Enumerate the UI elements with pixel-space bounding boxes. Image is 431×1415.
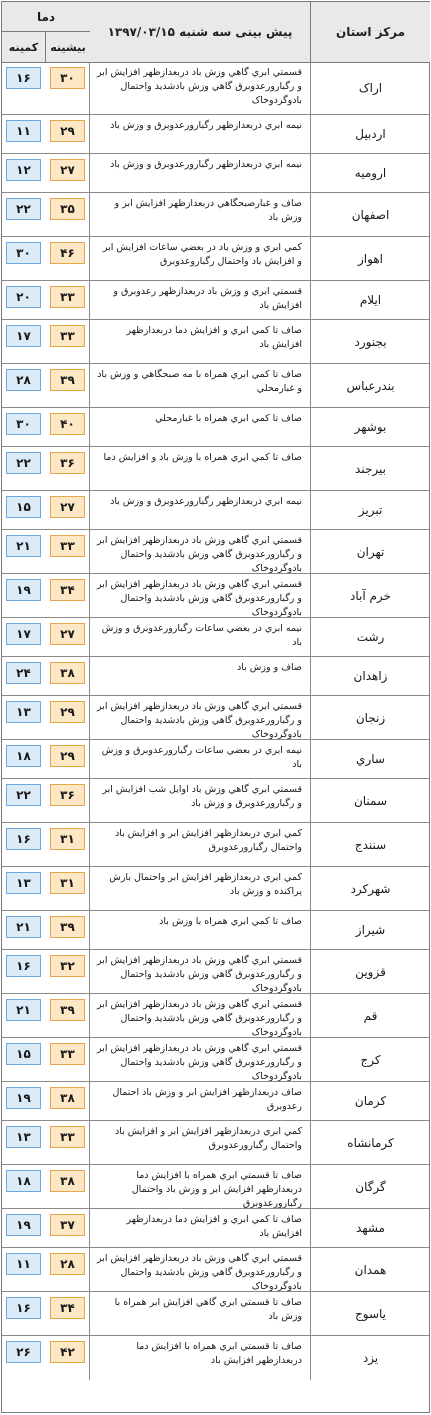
max-temp-value: ۳۳ bbox=[50, 535, 85, 557]
max-temp-value: ۳۶ bbox=[50, 452, 85, 474]
min-temp-value: ۱۸ bbox=[6, 1170, 41, 1192]
province-center-name: اروميه bbox=[354, 166, 387, 180]
max-temp-value: ۳۶ bbox=[50, 784, 85, 806]
table-row bbox=[2, 740, 429, 779]
min-temp-value: ۱۵ bbox=[6, 496, 41, 518]
max-temp-value: ۴۲ bbox=[50, 1341, 85, 1363]
table-row bbox=[2, 1165, 429, 1209]
min-temp-value: ۲۰ bbox=[6, 286, 41, 308]
max-temp-cell bbox=[46, 911, 90, 949]
min-temp-cell bbox=[2, 1082, 46, 1120]
province-center-name: تهران bbox=[356, 544, 385, 559]
province-center-name: بجنورد bbox=[354, 334, 387, 349]
max-temp-cell bbox=[46, 950, 90, 993]
max-temp-cell bbox=[46, 364, 90, 407]
min-temp-cell bbox=[2, 447, 46, 490]
province-center-name: قزوين bbox=[355, 964, 386, 979]
min-temp-value: ۲۲ bbox=[6, 784, 41, 806]
max-temp-value: ۳۱ bbox=[50, 872, 85, 894]
min-temp-cell bbox=[2, 1165, 46, 1208]
province-center-name: تبريز bbox=[358, 503, 383, 517]
min-temp-cell bbox=[2, 1121, 46, 1164]
province-center-name: سمنان bbox=[353, 793, 388, 808]
max-temp-value: ۳۴ bbox=[50, 579, 85, 601]
forecast-description: قسمتي ابري گاهي وزش باد دربعدازظهر افزايش ابر و رگبارورعدوبرق گاهي وزش بادشديد واحتمال بادوگردوخاک bbox=[90, 574, 311, 617]
table-row bbox=[2, 657, 429, 696]
min-temp-value: ۱۶ bbox=[6, 1297, 41, 1319]
min-temp-cell bbox=[2, 408, 46, 446]
min-temp-value: ۱۱ bbox=[6, 1253, 41, 1275]
forecast-description: قسمتي ابري گاهي وزش باد دربعدازظهر افزايش ابر و رگبارورعدوبرق گاهي وزش بادشديد واحتمال بادوگردوخاک bbox=[90, 62, 311, 114]
min-temp-value: ۳۰ bbox=[6, 413, 41, 435]
table-header bbox=[2, 2, 429, 63]
province-center-name: قم bbox=[363, 1008, 378, 1023]
min-temp-cell bbox=[2, 281, 46, 319]
forecast-description: نيمه ابري دربعدازظهر رگبارورعدوبرق و وزش باد bbox=[90, 115, 311, 153]
max-temp-value: ۳۳ bbox=[50, 286, 85, 308]
min-temp-value: ۲۱ bbox=[6, 999, 41, 1021]
max-temp-value: ۲۹ bbox=[50, 701, 85, 723]
max-temp-value: ۳۳ bbox=[50, 1043, 85, 1065]
table-row bbox=[2, 1292, 429, 1336]
max-temp-cell bbox=[46, 281, 90, 319]
forecast-description: صاف تا قسمتي ابري همراه با افزايش دما دربعدازظهر افزايش باد bbox=[90, 1336, 311, 1380]
max-temp-cell bbox=[46, 408, 90, 446]
min-temp-cell bbox=[2, 115, 46, 153]
table-row bbox=[2, 237, 429, 281]
table-row bbox=[2, 823, 429, 867]
table-row bbox=[2, 320, 429, 364]
table-row bbox=[2, 779, 429, 823]
max-temp-value: ۳۳ bbox=[50, 1126, 85, 1148]
province-center-name: کرج bbox=[360, 1052, 381, 1067]
table-row bbox=[2, 950, 429, 994]
min-temp-cell bbox=[2, 1248, 46, 1291]
min-temp-header: کمینه bbox=[2, 32, 46, 62]
forecast-description: صاف و وزش باد bbox=[90, 657, 311, 695]
min-temp-cell bbox=[2, 1336, 46, 1380]
min-temp-value: ۱۳ bbox=[6, 701, 41, 723]
province-center-name: بيرجند bbox=[355, 461, 386, 476]
table-row bbox=[2, 1209, 429, 1248]
table-row bbox=[2, 530, 429, 574]
table-row bbox=[2, 618, 429, 657]
max-temp-value: ۳۸ bbox=[50, 662, 85, 684]
min-temp-cell bbox=[2, 696, 46, 739]
max-temp-value: ۳۵ bbox=[50, 198, 85, 220]
table-row bbox=[2, 696, 429, 740]
min-temp-cell bbox=[2, 154, 46, 192]
forecast-description: نيمه ابري دربعدازظهر رگبارورعدوبرق و وزش باد bbox=[90, 154, 311, 192]
min-temp-cell bbox=[2, 779, 46, 822]
min-temp-cell bbox=[2, 911, 46, 949]
forecast-description: کمي ابري دربعدازظهر افزايش ابر و افزايش باد واحتمال رگبارورعدوبرق bbox=[90, 1121, 311, 1164]
table-row bbox=[2, 1248, 429, 1292]
min-temp-value: ۱۵ bbox=[6, 1043, 41, 1065]
min-temp-value: ۱۳ bbox=[6, 872, 41, 894]
max-temp-cell bbox=[46, 62, 90, 114]
table-row bbox=[2, 1082, 429, 1121]
province-center-name: ايلام bbox=[359, 293, 382, 307]
max-temp-value: ۲۷ bbox=[50, 496, 85, 518]
province-center-header: مرکز استان bbox=[311, 2, 430, 62]
province-center-name: اهواز bbox=[358, 251, 383, 266]
forecast-table bbox=[1, 1, 430, 1413]
min-temp-cell bbox=[2, 237, 46, 280]
min-temp-value: ۳۰ bbox=[6, 242, 41, 264]
table-row bbox=[2, 1038, 429, 1082]
forecast-description: صاف تا کمي ابري و افزايش دما دربعدازظهر افزايش باد bbox=[90, 320, 311, 363]
forecast-description: نيمه ابري در بعضي ساعات رگبارورعدوبرق و وزش باد bbox=[90, 740, 311, 778]
table-row bbox=[2, 62, 429, 115]
min-temp-cell bbox=[2, 193, 46, 236]
table-row bbox=[2, 115, 429, 154]
forecast-description: صاف تا کمي ابري همراه با غبارمحلي bbox=[90, 408, 311, 446]
temperature-header-group bbox=[2, 2, 90, 62]
max-temp-header: بیشینه bbox=[46, 32, 90, 62]
forecast-description: صاف تا کمي ابري همراه با مه صبحگاهي و وزش باد و غبارمحلي bbox=[90, 364, 311, 407]
max-temp-cell bbox=[46, 574, 90, 617]
max-temp-cell bbox=[46, 1292, 90, 1335]
min-temp-value: ۲۲ bbox=[6, 198, 41, 220]
min-temp-value: ۲۱ bbox=[6, 535, 41, 557]
forecast-description: صاف تا کمي ابري همراه با وزش باد bbox=[90, 911, 311, 949]
min-temp-cell bbox=[2, 950, 46, 993]
max-temp-cell bbox=[46, 1336, 90, 1380]
min-temp-value: ۲۴ bbox=[6, 662, 41, 684]
forecast-description: قسمتي ابري گاهي وزش باد دربعدازظهر افزايش ابر و رگبارورعدوبرق گاهي وزش بادشديد واحتمال بادوگردوخاک bbox=[90, 696, 311, 739]
province-center-name: بندرعباس bbox=[346, 378, 395, 393]
forecast-description: قسمتي ابري گاهي وزش باد دربعدازظهر افزايش ابر و رگبارورعدوبرق گاهي وزش بادشديد واحتمال بادوگردوخاک bbox=[90, 1248, 311, 1291]
forecast-description: صاف تا قسمتي ابري همراه با افزايش دما دربعدازظهر افزايش ابر و وزش باد واحتمال رگبارورعدوبرق bbox=[90, 1165, 311, 1208]
max-temp-value: ۳۴ bbox=[50, 1297, 85, 1319]
min-temp-cell bbox=[2, 491, 46, 529]
province-center-name: رشت bbox=[356, 630, 385, 644]
table-row bbox=[2, 911, 429, 950]
province-center-name: ياسوج bbox=[355, 1306, 386, 1321]
min-temp-value: ۱۷ bbox=[6, 623, 41, 645]
max-temp-value: ۳۹ bbox=[50, 369, 85, 391]
table-row bbox=[2, 281, 429, 320]
max-temp-cell bbox=[46, 1121, 90, 1164]
min-temp-value: ۱۶ bbox=[6, 67, 41, 89]
max-temp-cell bbox=[46, 1165, 90, 1208]
max-temp-value: ۳۷ bbox=[50, 1214, 85, 1236]
province-center-name: کرمان bbox=[354, 1094, 387, 1108]
table-row bbox=[2, 1336, 429, 1380]
province-center-name: شهرکرد bbox=[350, 881, 391, 896]
min-temp-value: ۱۷ bbox=[6, 325, 41, 347]
forecast-description: صاف تا قسمتي ابري گاهي افزايش ابر همراه با وزش باد bbox=[90, 1292, 311, 1335]
table-row bbox=[2, 408, 429, 447]
temperature-header: دما bbox=[2, 2, 90, 32]
max-temp-value: ۳۱ bbox=[50, 828, 85, 850]
min-temp-value: ۲۱ bbox=[6, 916, 41, 938]
max-temp-value: ۲۸ bbox=[50, 1253, 85, 1275]
province-center-name: همدان bbox=[354, 1262, 387, 1277]
max-temp-cell bbox=[46, 491, 90, 529]
max-temp-cell bbox=[46, 193, 90, 236]
max-temp-cell bbox=[46, 867, 90, 910]
table-row bbox=[2, 193, 429, 237]
min-temp-cell bbox=[2, 740, 46, 778]
province-center-name: يزد bbox=[362, 1351, 379, 1365]
forecast-description: قسمتي ابري و وزش باد دربعدازظهر رعدوبرق و افزايش باد bbox=[90, 281, 311, 319]
max-temp-value: ۳۰ bbox=[50, 67, 85, 89]
table-row bbox=[2, 491, 429, 530]
min-temp-value: ۱۹ bbox=[6, 579, 41, 601]
min-temp-cell bbox=[2, 1292, 46, 1335]
province-center-name: اصفهان bbox=[351, 207, 390, 222]
min-temp-cell bbox=[2, 62, 46, 114]
province-center-name: بوشهر bbox=[354, 420, 387, 434]
min-temp-value: ۱۹ bbox=[6, 1214, 41, 1236]
max-temp-value: ۳۹ bbox=[50, 916, 85, 938]
forecast-description: قسمتي ابري گاهي وزش باد دربعدازظهر افزايش ابر و رگبارورعدوبرق گاهي وزش بادشديد واحتمال بادوگردوخاک bbox=[90, 530, 311, 573]
table-row bbox=[2, 994, 429, 1038]
max-temp-cell bbox=[46, 618, 90, 656]
max-temp-value: ۳۹ bbox=[50, 999, 85, 1021]
forecast-description: نيمه ابري دربعدازظهر رگبارورعدوبرق و وزش باد bbox=[90, 491, 311, 529]
forecast-description: صاف تا کمي ابري و افزايش دما دربعدازظهر افزايش باد bbox=[90, 1209, 311, 1247]
min-temp-cell bbox=[2, 994, 46, 1037]
forecast-description: صاف تا کمي ابري همراه با وزش باد و افزايش دما bbox=[90, 447, 311, 490]
max-temp-value: ۲۷ bbox=[50, 159, 85, 181]
min-temp-cell bbox=[2, 1209, 46, 1247]
forecast-description: کمي ابري و وزش باد در بعضي ساعات افزايش ابر و افزايش باد واحتمال رگباروعدوبرق bbox=[90, 237, 311, 280]
max-temp-value: ۳۳ bbox=[50, 325, 85, 347]
min-temp-cell bbox=[2, 574, 46, 617]
province-center-name: زاهدان bbox=[353, 669, 388, 683]
table-row bbox=[2, 154, 429, 193]
forecast-description: کمي ابري دربعدازظهر افزايش ابر واحتمال بارش پراکنده و وزش باد bbox=[90, 867, 311, 910]
max-temp-cell bbox=[46, 1248, 90, 1291]
table-row bbox=[2, 364, 429, 408]
province-center-name: اردبيل bbox=[355, 127, 386, 141]
min-temp-value: ۲۲ bbox=[6, 452, 41, 474]
min-temp-cell bbox=[2, 530, 46, 573]
forecast-description: قسمتي ابري گاهي وزش باد دربعدازظهر افزايش ابر و رگبارورعدوبرق گاهي وزش بادشديد واحتمال بادوگردوخاک bbox=[90, 950, 311, 993]
province-center-name: ساري bbox=[356, 752, 385, 766]
max-temp-value: ۴۶ bbox=[50, 242, 85, 264]
max-temp-cell bbox=[46, 696, 90, 739]
max-temp-cell bbox=[46, 154, 90, 192]
max-temp-value: ۴۰ bbox=[50, 413, 85, 435]
min-temp-value: ۱۳ bbox=[6, 1126, 41, 1148]
province-center-name: اراک bbox=[358, 81, 383, 95]
max-temp-cell bbox=[46, 823, 90, 866]
max-temp-value: ۲۹ bbox=[50, 120, 85, 142]
max-temp-cell bbox=[46, 1082, 90, 1120]
province-center-name: گرگان bbox=[355, 1179, 386, 1194]
province-center-name: شيراز bbox=[355, 923, 386, 937]
forecast-description: قسمتي ابري گاهي وزش باد اوايل شب افزايش ابر و رگبارورعدوبرق و وزش باد bbox=[90, 779, 311, 822]
table-row bbox=[2, 867, 429, 911]
max-temp-cell bbox=[46, 237, 90, 280]
min-temp-value: ۱۶ bbox=[6, 828, 41, 850]
max-temp-cell bbox=[46, 530, 90, 573]
min-temp-value: ۱۹ bbox=[6, 1087, 41, 1109]
table-row bbox=[2, 1121, 429, 1165]
table-row bbox=[2, 447, 429, 491]
min-temp-value: ۲۶ bbox=[6, 1341, 41, 1363]
province-center-name: خرم آباد bbox=[350, 588, 391, 603]
forecast-description: قسمتي ابري گاهي وزش باد دربعدازظهر افزايش ابر و رگبارورعدوبرق گاهي وزش بادشديد واحتمال بادوگردوخاک bbox=[90, 994, 311, 1037]
max-temp-value: ۲۷ bbox=[50, 623, 85, 645]
max-temp-cell bbox=[46, 779, 90, 822]
min-temp-value: ۱۸ bbox=[6, 745, 41, 767]
max-temp-cell bbox=[46, 447, 90, 490]
forecast-description: نيمه ابري در بعضي ساعات رگبارورعدوبرق و وزش باد bbox=[90, 618, 311, 656]
max-temp-value: ۳۸ bbox=[50, 1087, 85, 1109]
forecast-description: کمي ابري دربعدازظهر افزايش ابر و افزايش باد واحتمال رگبارورعدوبرق bbox=[90, 823, 311, 866]
max-temp-value: ۳۸ bbox=[50, 1170, 85, 1192]
max-temp-cell bbox=[46, 115, 90, 153]
min-temp-cell bbox=[2, 657, 46, 695]
max-temp-cell bbox=[46, 1209, 90, 1247]
province-center-name: زنجان bbox=[355, 710, 386, 725]
max-temp-cell bbox=[46, 1038, 90, 1081]
min-temp-cell bbox=[2, 823, 46, 866]
max-temp-value: ۲۹ bbox=[50, 745, 85, 767]
min-temp-cell bbox=[2, 320, 46, 363]
min-temp-cell bbox=[2, 867, 46, 910]
forecast-description: صاف و غبارصبحگاهي دربعدازظهر افزايش ابر و وزش باد bbox=[90, 193, 311, 236]
min-temp-value: ۱۲ bbox=[6, 159, 41, 181]
max-temp-cell bbox=[46, 740, 90, 778]
min-temp-value: ۲۸ bbox=[6, 369, 41, 391]
min-temp-cell bbox=[2, 1038, 46, 1081]
min-temp-value: ۱۱ bbox=[6, 120, 41, 142]
forecast-description: صاف دربعدازظهر افزايش ابر و وزش باد احتمال رعدوبرق bbox=[90, 1082, 311, 1120]
table-row bbox=[2, 574, 429, 618]
province-center-name: کرمانشاه bbox=[347, 1135, 394, 1150]
min-temp-cell bbox=[2, 364, 46, 407]
max-temp-cell bbox=[46, 994, 90, 1037]
max-temp-cell bbox=[46, 320, 90, 363]
province-center-name: سنندج bbox=[354, 837, 387, 852]
max-temp-cell bbox=[46, 657, 90, 695]
max-temp-value: ۳۲ bbox=[50, 955, 85, 977]
forecast-header: پیش بینی سه شنبه ۱۳۹۷/۰۳/۱۵ bbox=[90, 2, 311, 62]
min-temp-value: ۱۶ bbox=[6, 955, 41, 977]
forecast-description: قسمتي ابري گاهي وزش باد دربعدازظهر افزايش ابر و رگبارورعدوبرق گاهي وزش بادشديد واحتمال بادوگردوخاک bbox=[90, 1038, 311, 1081]
province-center-name: مشهد bbox=[356, 1221, 385, 1235]
min-temp-cell bbox=[2, 618, 46, 656]
